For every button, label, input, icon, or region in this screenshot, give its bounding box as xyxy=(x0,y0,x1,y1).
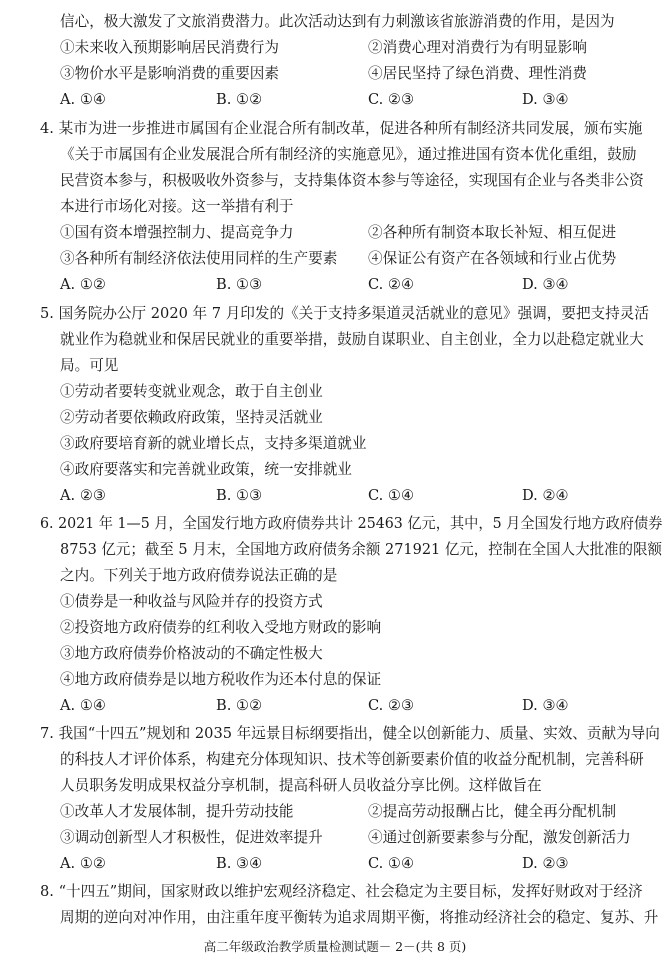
q5-statement-1: ①劳动者要转变就业观念，敢于自主创业 xyxy=(60,383,323,400)
q6-choice-c: C. ②③ xyxy=(368,697,415,714)
q4-choice-d: D. ③④ xyxy=(522,276,569,293)
q7-statement-4: ④通过创新要素参与分配，激发创新活力 xyxy=(368,829,631,846)
q4-choice-c: C. ②④ xyxy=(368,276,415,293)
page-footer: 高二年级政治教学质量检测试题－ 2－(共 8 页) xyxy=(203,939,467,954)
q5-stem-line-2: 就业作为稳就业和保居民就业的重要举措，鼓励自谋职业、自主创业，全力以赴稳定就业大 xyxy=(60,331,644,348)
q7-statement-3: ③调动创新型人才积极性，促进效率提升 xyxy=(60,829,323,846)
q3-choice-a: A. ①④ xyxy=(60,91,106,108)
q7-stem-line-2: 的科技人才评价体系，构建充分体现知识、技术等创新要素价值的收益分配机制，完善科研 xyxy=(60,751,644,768)
q6-choice-d: D. ③④ xyxy=(522,697,569,714)
q3-choice-d: D. ③④ xyxy=(522,91,569,108)
q6-statement-1: ①债券是一种收益与风险并存的投资方式 xyxy=(60,593,323,610)
q7-choice-c: C. ①④ xyxy=(368,855,415,872)
q4-stem-line-3: 民营资本参与，积极吸收外资参与，支持集体资本参与等途径，实现国有企业与各类非公资 xyxy=(60,172,644,189)
q7-statement-1: ①改革人才发展体制，提升劳动技能 xyxy=(60,803,294,820)
q5-choice-c: C. ①④ xyxy=(368,487,415,504)
q6-statement-2: ②投资地方政府债券的红利收入受地方财政的影响 xyxy=(60,619,382,636)
q5-stem-line-3: 局。可见 xyxy=(60,357,119,374)
q5-statement-4: ④政府要落实和完善就业政策，统一安排就业 xyxy=(60,461,352,478)
q3-statement-3: ③物价水平是影响消费的重要因素 xyxy=(60,65,279,82)
q8-stem-line-2: 周期的逆向对冲作用，由注重年度平衡转为追求周期平衡，将推动经济社会的稳定、复苏、升 xyxy=(60,909,659,926)
q4-statement-3: ③各种所有制经济依法使用同样的生产要素 xyxy=(60,250,338,267)
q4-stem-line-4: 本进行市场化对接。这一举措有利于 xyxy=(60,198,294,215)
q5-statement-3: ③政府要培育新的就业增长点，支持多渠道就业 xyxy=(60,435,367,452)
q3-statement-4: ④居民坚持了绿色消费、理性消费 xyxy=(368,65,587,82)
q7-statement-2: ②提高劳动报酬占比，健全再分配机制 xyxy=(368,803,617,820)
q7-choice-d: D. ②③ xyxy=(522,855,569,872)
q8-stem-line-1: 8. “十四五”期间，国家财政以维护宏观经济稳定、社会稳定为主要目标，发挥好财政对于经济 xyxy=(40,883,643,900)
q5-choice-d: D. ②④ xyxy=(522,487,569,504)
q7-stem-line-3: 人员职务发明成果权益分享机制，提高科研人员收益分享比例。这样做旨在 xyxy=(60,777,542,794)
q5-choice-b: B. ①③ xyxy=(216,487,263,504)
q6-stem-line-3: 之内。下列关于地方政府债券说法正确的是 xyxy=(60,567,338,584)
q6-statement-4: ④地方政府债券是以地方税收作为还本付息的保证 xyxy=(60,671,382,688)
q6-stem-line-2: 8753 亿元；截至 5 月末，全国地方政府债务余额 271921 亿元，控制在全国人大批准的限额 xyxy=(60,541,662,558)
q3-statement-2: ②消费心理对消费行为有明显影响 xyxy=(368,39,587,56)
q5-statement-2: ②劳动者要依赖政府政策，坚持灵活就业 xyxy=(60,409,323,426)
q4-statement-1: ①国有资本增强控制力、提高竞争力 xyxy=(60,224,294,241)
q4-choice-a: A. ①② xyxy=(60,276,106,293)
q4-stem-line-1: 4. 某市为进一步推进市属国有企业混合所有制改革，促进各种所有制经济共同发展，颁布实施 xyxy=(40,120,643,137)
q5-choice-a: A. ②③ xyxy=(60,487,106,504)
q6-statement-3: ③地方政府债券价格波动的不确定性极大 xyxy=(60,645,323,662)
q7-stem-line-1: 7. 我国“十四五”规划和 2035 年远景目标纲要指出，健全以创新能力、质量、实效、贡献为导向 xyxy=(40,725,660,742)
q7-choice-b: B. ③④ xyxy=(216,855,263,872)
q4-statement-2: ②各种所有制资本取长补短、相互促进 xyxy=(368,224,617,241)
q4-choice-b: B. ①③ xyxy=(216,276,263,293)
q3-choice-b: B. ①② xyxy=(216,91,263,108)
q3-statement-1: ①未来收入预期影响居民消费行为 xyxy=(60,39,279,56)
q6-choice-a: A. ①④ xyxy=(60,697,106,714)
q3-choice-c: C. ②③ xyxy=(368,91,415,108)
q6-stem-line-1: 6. 2021 年 1—5 月，全国发行地方政府债券共计 25463 亿元，其中，5 月全国发行地方政府债券 xyxy=(40,515,663,532)
q6-choice-b: B. ①② xyxy=(216,697,263,714)
q4-stem-line-2: 《关于市属国有企业发展混合所有制经济的实施意见》，通过推进国有资本优化重组，鼓励 xyxy=(60,146,637,163)
q5-stem-line-1: 5. 国务院办公厅 2020 年 7 月印发的《关于支持多渠道灵活就业的意见》强调，要把支持灵活 xyxy=(40,305,649,322)
q4-statement-4: ④保证公有资产在各领域和行业占优势 xyxy=(368,250,617,267)
q3-text-line: 信心，极大激发了文旅消费潜力。此次活动达到有力刺激该省旅游消费的作用，是因为 xyxy=(60,13,615,30)
q7-choice-a: A. ①② xyxy=(60,855,106,872)
